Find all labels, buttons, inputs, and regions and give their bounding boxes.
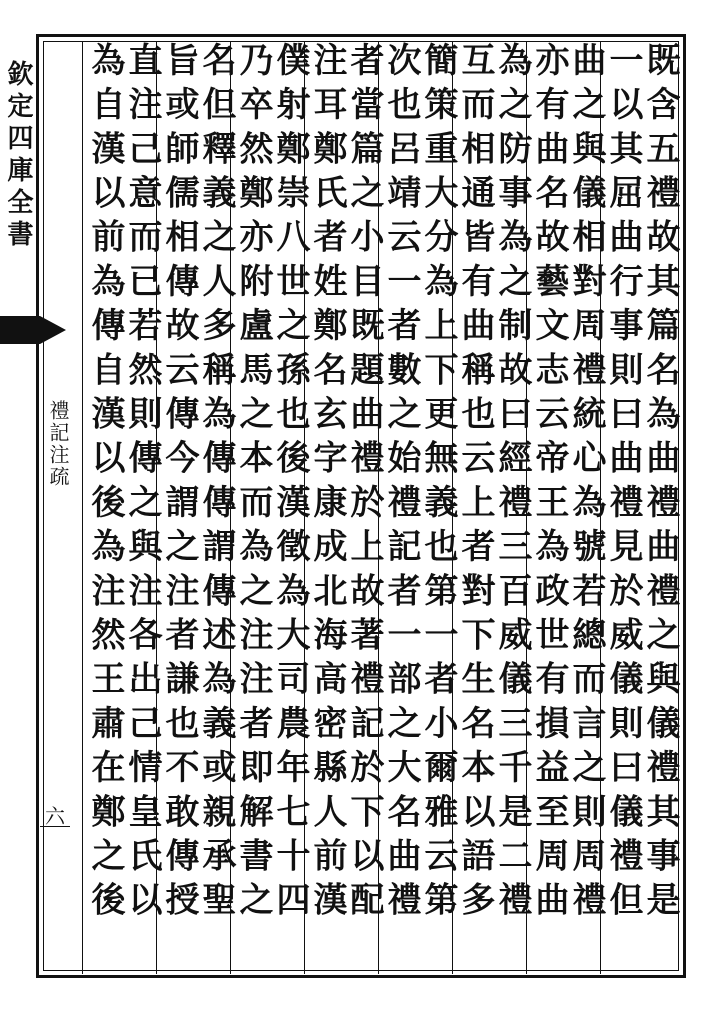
- text-column-12: [234, 42, 271, 974]
- text-column-11: [271, 42, 308, 974]
- column-text: 簡策重大分為上下更無義也第一者小爾雅云第: [418, 42, 458, 926]
- column-rule: [526, 42, 527, 974]
- text-column-13: [197, 42, 234, 974]
- column-text: 名但釋義之人多稱為傳傳謂傳述為義或親承聖: [196, 42, 236, 926]
- column-text: 亦有曲名故藝文志云帝王為政世有損益至周曲: [529, 42, 569, 926]
- column-rule: [378, 42, 379, 974]
- margin-book-title: 禮記注疏: [46, 400, 70, 488]
- column-text: 既含五禮故其篇名為曲禮曲禮之與儀禮其事是: [640, 42, 680, 926]
- column-rule: [156, 42, 157, 974]
- column-text: 互而相通皆有曲稱也云上者對下生名本以語多: [455, 42, 495, 926]
- text-column-4: [530, 42, 567, 974]
- margin-page-number: 六: [45, 804, 65, 828]
- text-column-16: [86, 42, 123, 974]
- text-column-1: [641, 42, 678, 974]
- text-column-9: [345, 42, 382, 974]
- column-text: 曲之與儀相對周禮統心為號若總而言之則周禮: [566, 42, 606, 926]
- column-text: 次也呂靖云一者數之始禮記者一部之大名曲禮: [381, 42, 421, 926]
- column-rule: [452, 42, 453, 974]
- text-column-2: [604, 42, 641, 974]
- column-text: 注耳鄭氏者姓鄭名玄字康成北海高密縣人前漢: [307, 42, 347, 926]
- column-rule: [230, 42, 231, 974]
- margin-title: 欽定四庫全書: [3, 60, 33, 252]
- text-column-3: [567, 42, 604, 974]
- text-column-10: [308, 42, 345, 974]
- text-column-14: [160, 42, 197, 974]
- text-column-15: [123, 42, 160, 974]
- column-rule: [600, 42, 601, 974]
- text-column-7: [419, 42, 456, 974]
- text-column-8: [382, 42, 419, 974]
- column-text: 者當篇之小目既題曲禮於上故著禮記於下以配: [344, 42, 384, 926]
- column-text: 直注己意而已若然則傳之與注各出己情皇氏以: [122, 42, 162, 926]
- column-text: 一以其屈曲行事則曰曲禮見於威儀則曰儀禮但: [603, 42, 643, 926]
- column-text: 僕射鄭崇八世之孫也後漢徵為大司農年七十四: [270, 42, 310, 926]
- column-text: 為自漢以前為傳自漢以後為注然王肅在鄭之後: [85, 42, 125, 926]
- column-text: 乃卒然鄭亦附盧馬之本而為之注注者即解書之: [233, 42, 273, 926]
- text-column-6: [456, 42, 493, 974]
- column-rule: [304, 42, 305, 974]
- column-rule: [82, 42, 83, 974]
- column-text: 旨或師儒相傳故云傳今謂之注者謙也不敢傳授: [159, 42, 199, 926]
- column-text: 為之防事為之制故曰經禮三百威儀三千是二禮: [492, 42, 532, 926]
- text-column-5: [493, 42, 530, 974]
